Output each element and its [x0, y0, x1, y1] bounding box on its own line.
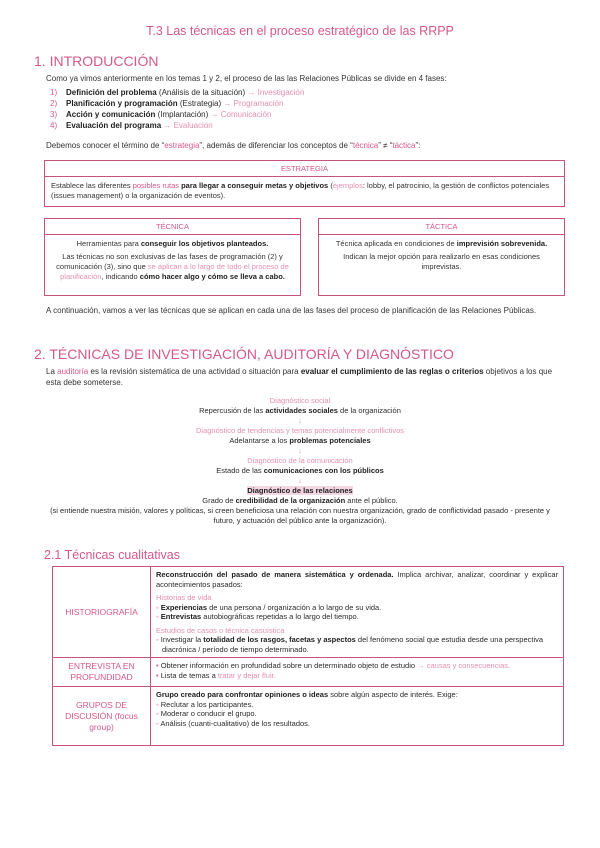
- entrevista-content: • Obtener información en profundidad sobre un determinado objeto de estudio → causas y consecuencias. • Lista de temas a tratar y dejar fluir.: [151, 658, 564, 687]
- tactica-box: [318, 218, 565, 296]
- table-row: [53, 687, 564, 746]
- tecnica-heading: TÉCNICA: [45, 219, 300, 235]
- section-2-heading: 2. TÉCNICAS DE INVESTIGACIÓN, AUDITORÍA Y DIAGNÓSTICO: [34, 346, 454, 362]
- tecnica-text: Herramientas para conseguir los objetivos planteados. Las técnicas no son exclusivas de las fases de programación (2) y comunicación (3), sino que se aplican a lo largo de todo el proceso de planificación, indicando cómo hacer algo y cómo se lleva a cabo.: [56, 239, 289, 281]
- historiografia-content: Reconstrucción del pasado de manera sistemática y ordenada. Implica archivar, analizar, coordinar y explicar acontecimientos pasados: Historias de vida ◦ Experiencias de una persona / organización a lo largo de su vida. ◦ Entrevistas autobiográficas repetidas a lo largo del tiempo. Estudios de casos o técnica casuística ◦ Investigar la totalidad de los rasgos, facetas y aspectos del fenómeno social que estudia desde una perspectiva diacrónica / período de tiempo determinado.: [151, 567, 564, 658]
- phases-list: [50, 87, 304, 131]
- list-item: 2) Planificación y programación (Estrategia) → Programación: [50, 99, 284, 108]
- section-2-1-heading: 2.1 Técnicas cualitativas: [44, 548, 180, 562]
- diagnostic-flow: Diagnóstico social Repercusión de las actividades sociales de la organización ↓ Diagnóstico de tendencias y temas potencialmente conflictivos Adelantarse a los problemas potenciales ↓ Diagnóstico de la comunicación Estado de las comunicaciones con los públicos ↓ Diagnóstico de las relaciones Grado de credibilidad de la organización ante el público. (si entiende nuestra misión, valores y políticas, si creen beneficiosa una relación con nuestra organización, grado de conflictividad pasado - presente y futuro, y actuación del público ante la organización).: [0, 396, 600, 526]
- flow-arrow: ↓: [298, 416, 302, 425]
- intro-paragraph: Como ya vimos anteriormente en los temas 1 y 2, el proceso de las las Relaciones Públicas se divide en 4 fases:: [46, 74, 447, 83]
- grupos-label: GRUPOS DE DISCUSIÓN (focus group): [53, 687, 151, 746]
- estrategia-text: Establece las diferentes posibles rutas para llegar a conseguir metas y objetivos (ejemplos: lobby, el patrocinio, la gestión de conflictos potenciales (issues management) o la organización de eventos).: [51, 181, 550, 200]
- list-item: 3) Acción y comunicación (Implantación) → Comunicación: [50, 110, 272, 119]
- list-item: 1) Definición del problema (Análisis de la situación) → Investigación: [50, 88, 305, 97]
- table-row: [53, 658, 564, 687]
- list-item: 4) Evaluación del programa → Evaluación: [50, 121, 213, 130]
- section-1-heading: 1. INTRODUCCIÓN: [34, 53, 159, 69]
- historiografia-label: HISTORIOGRAFÍA: [53, 567, 151, 658]
- auditoria-paragraph: La auditoría es la revisión sistemática de una actividad o situación para evaluar el cumplimiento de las reglas o criterios objetivos a los que esta debe someterse.: [46, 367, 553, 387]
- estrategia-box: [44, 160, 565, 207]
- continuation-paragraph: A continuación, vamos a ver las técnicas que se aplican en cada una de las fases del proceso de planificación de las Relaciones Públicas.: [46, 306, 537, 315]
- page-title: T.3 Las técnicas en el proceso estratégico de las RRPP: [146, 24, 454, 38]
- grupos-content: Grupo creado para confrontar opiniones o ideas sobre algún aspecto de interés. Exige: ◦ Reclutar a los participantes. ◦ Moderar o conducir el grupo. ◦ Análisis (cuanti-cualitativo) de los resultados.: [151, 687, 564, 746]
- qualitative-techniques-table: [52, 566, 564, 746]
- flow-arrow: ↓: [298, 476, 302, 485]
- estrategia-heading: ESTRATEGIA: [45, 161, 564, 177]
- tecnica-box: [44, 218, 301, 296]
- table-row: [53, 567, 564, 658]
- tactica-text: Técnica aplicada en condiciones de imprevisión sobrevenida. Indican la mejor opción para realizarlo en esas condiciones imprevistas.: [335, 239, 548, 271]
- tactica-heading: TÁCTICA: [319, 219, 564, 235]
- concepts-paragraph: Debemos conocer el término de “estrategia”, además de diferenciar los conceptos de “técnica” ≠ “táctica”:: [46, 141, 421, 150]
- flow-arrow: ↓: [298, 446, 302, 455]
- entrevista-label: ENTREVISTA EN PROFUNDIDAD: [53, 658, 151, 687]
